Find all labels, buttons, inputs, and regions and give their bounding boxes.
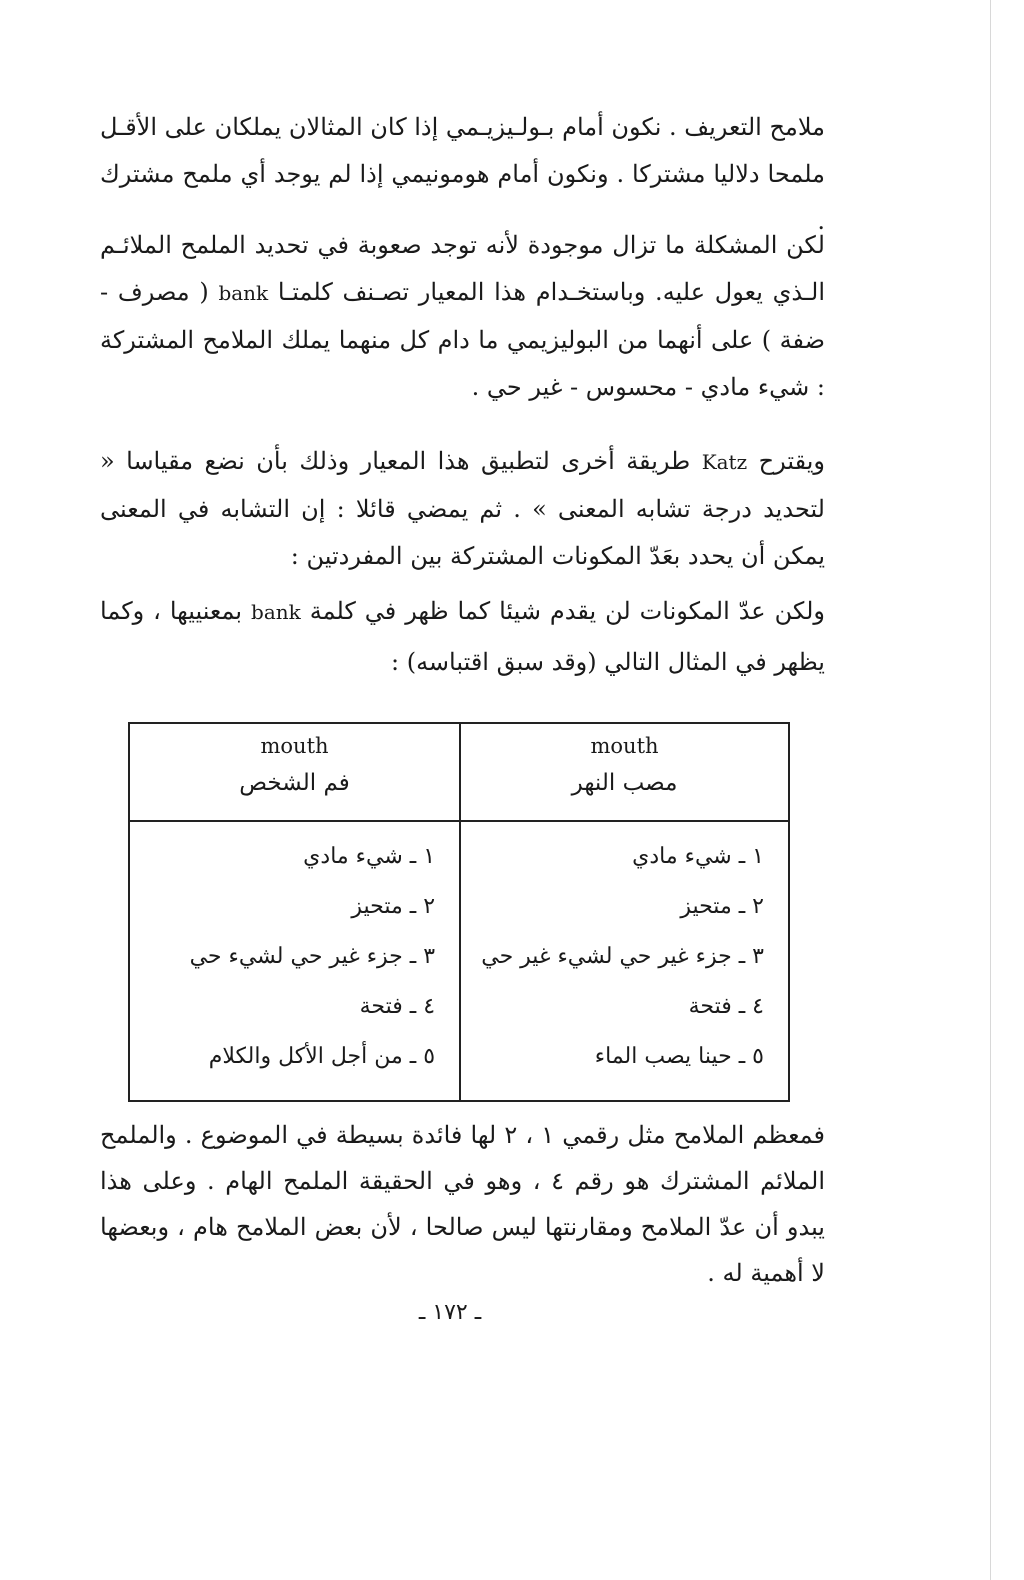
feature-item: ٣ ـ جزء غير حي لشيء غير حي [481, 944, 764, 969]
term-bank: bank [251, 600, 301, 624]
table-header-river-mouth [460, 723, 789, 821]
feature-item: ٢ ـ متحيز [351, 894, 436, 919]
paragraph-3 [100, 438, 825, 580]
person-mouth-features-cell [129, 821, 460, 1101]
table-body-row [129, 821, 789, 1101]
table-header-row [129, 723, 789, 821]
paragraph-2 [100, 222, 825, 411]
paragraph-1-text: ملامح التعريف . نكون أمام بـولـيزيـمي إذا كان المثالان يملكان على الأقـل ملمحا دلاليا مشتركا . ونكون أمام هومونيمي إذا لم يوجد أي ملمح مشترك . [100, 113, 825, 235]
paragraph-2-part-a: لكن المشكلة ما تزال موجودة لأنه توجد صعوبة في تحديد الملمح الملائـم الـذي يعول عليه. وباستخـدام هذا المعيار تصـنف كلمتـا [100, 231, 825, 306]
paragraph-5-text: فمعظم الملامح مثل رقمي ١ ، ٢ لها فائدة بسيطة في الموضوع . والملمح الملائم المشترك هو رقم ٤ ، وهو في الحقيقة الملمح الهام . وعلى هذا يبدو أن عدّ الملامح ومقارنتها ليس صالحا ، لأن بعض الملامح هام ، وبعضها لا أهمية له . [100, 1121, 826, 1287]
header-english-word: mouth [590, 734, 659, 758]
paragraph-3-part-a: ويقترح [758, 447, 825, 475]
paragraph-5 [100, 1112, 825, 1296]
feature-item: ٥ ـ حينا يصب الماء [594, 1044, 764, 1069]
paragraph-4-part-b: بمعنييها ، وكما يظهر في المثال التالي (وقد سبق اقتباسه) : [100, 597, 825, 676]
feature-item: ١ ـ شيء مادي [632, 844, 764, 869]
river-mouth-feature-list [461, 822, 788, 1082]
header-arabic-meaning: مصب النهر [571, 770, 678, 796]
paragraph-4 [100, 586, 825, 687]
features-comparison-table [128, 722, 790, 1102]
header-english-word: mouth [260, 734, 329, 758]
feature-item: ٢ ـ متحيز [680, 894, 764, 919]
paragraph-2-part-b: ( مصرف - ضفة ) على أنهما من البوليزيمي ما دام كل منهما يملك الملامح المشتركة : شيء مادي - محسوس - غير حي . [100, 278, 825, 401]
term-bank: bank [218, 281, 269, 305]
feature-item: ٤ ـ فتحة [688, 994, 764, 1019]
person-mouth-feature-list [130, 822, 459, 1082]
header-arabic-meaning: فم الشخص [239, 770, 350, 796]
table-header-person-mouth [129, 723, 460, 821]
feature-item: ٥ ـ من أجل الأكل والكلام [208, 1044, 436, 1069]
feature-item: ٣ ـ جزء غير حي لشيء حي [189, 944, 436, 969]
paragraph-4-text [100, 586, 825, 687]
river-mouth-features-cell [460, 821, 789, 1101]
feature-item: ١ ـ شيء مادي [303, 844, 436, 869]
page-edge-line [990, 0, 991, 1580]
paragraph-3-text [100, 438, 825, 580]
paragraph-4-part-a: ولكن عدّ المكونات لن يقدم شيئا كما ظهر في كلمة [309, 597, 825, 625]
feature-item: ٤ ـ فتحة [359, 994, 436, 1019]
page-number: ـ ١٧٢ ـ [418, 1300, 482, 1325]
author-name-katz: Katz [701, 450, 748, 474]
paragraph-2-text [100, 222, 825, 411]
paragraph-3-part-b: طريقة أخرى لتطبيق هذا المعيار وذلك بأن نضع مقياسا « لتحديد درجة تشابه المعنى » . ثم يمضي قائلا : إن التشابه في المعنى يمكن أن يحدد بعَدّ المكونات المشتركة بين المفردتين : [100, 447, 825, 570]
